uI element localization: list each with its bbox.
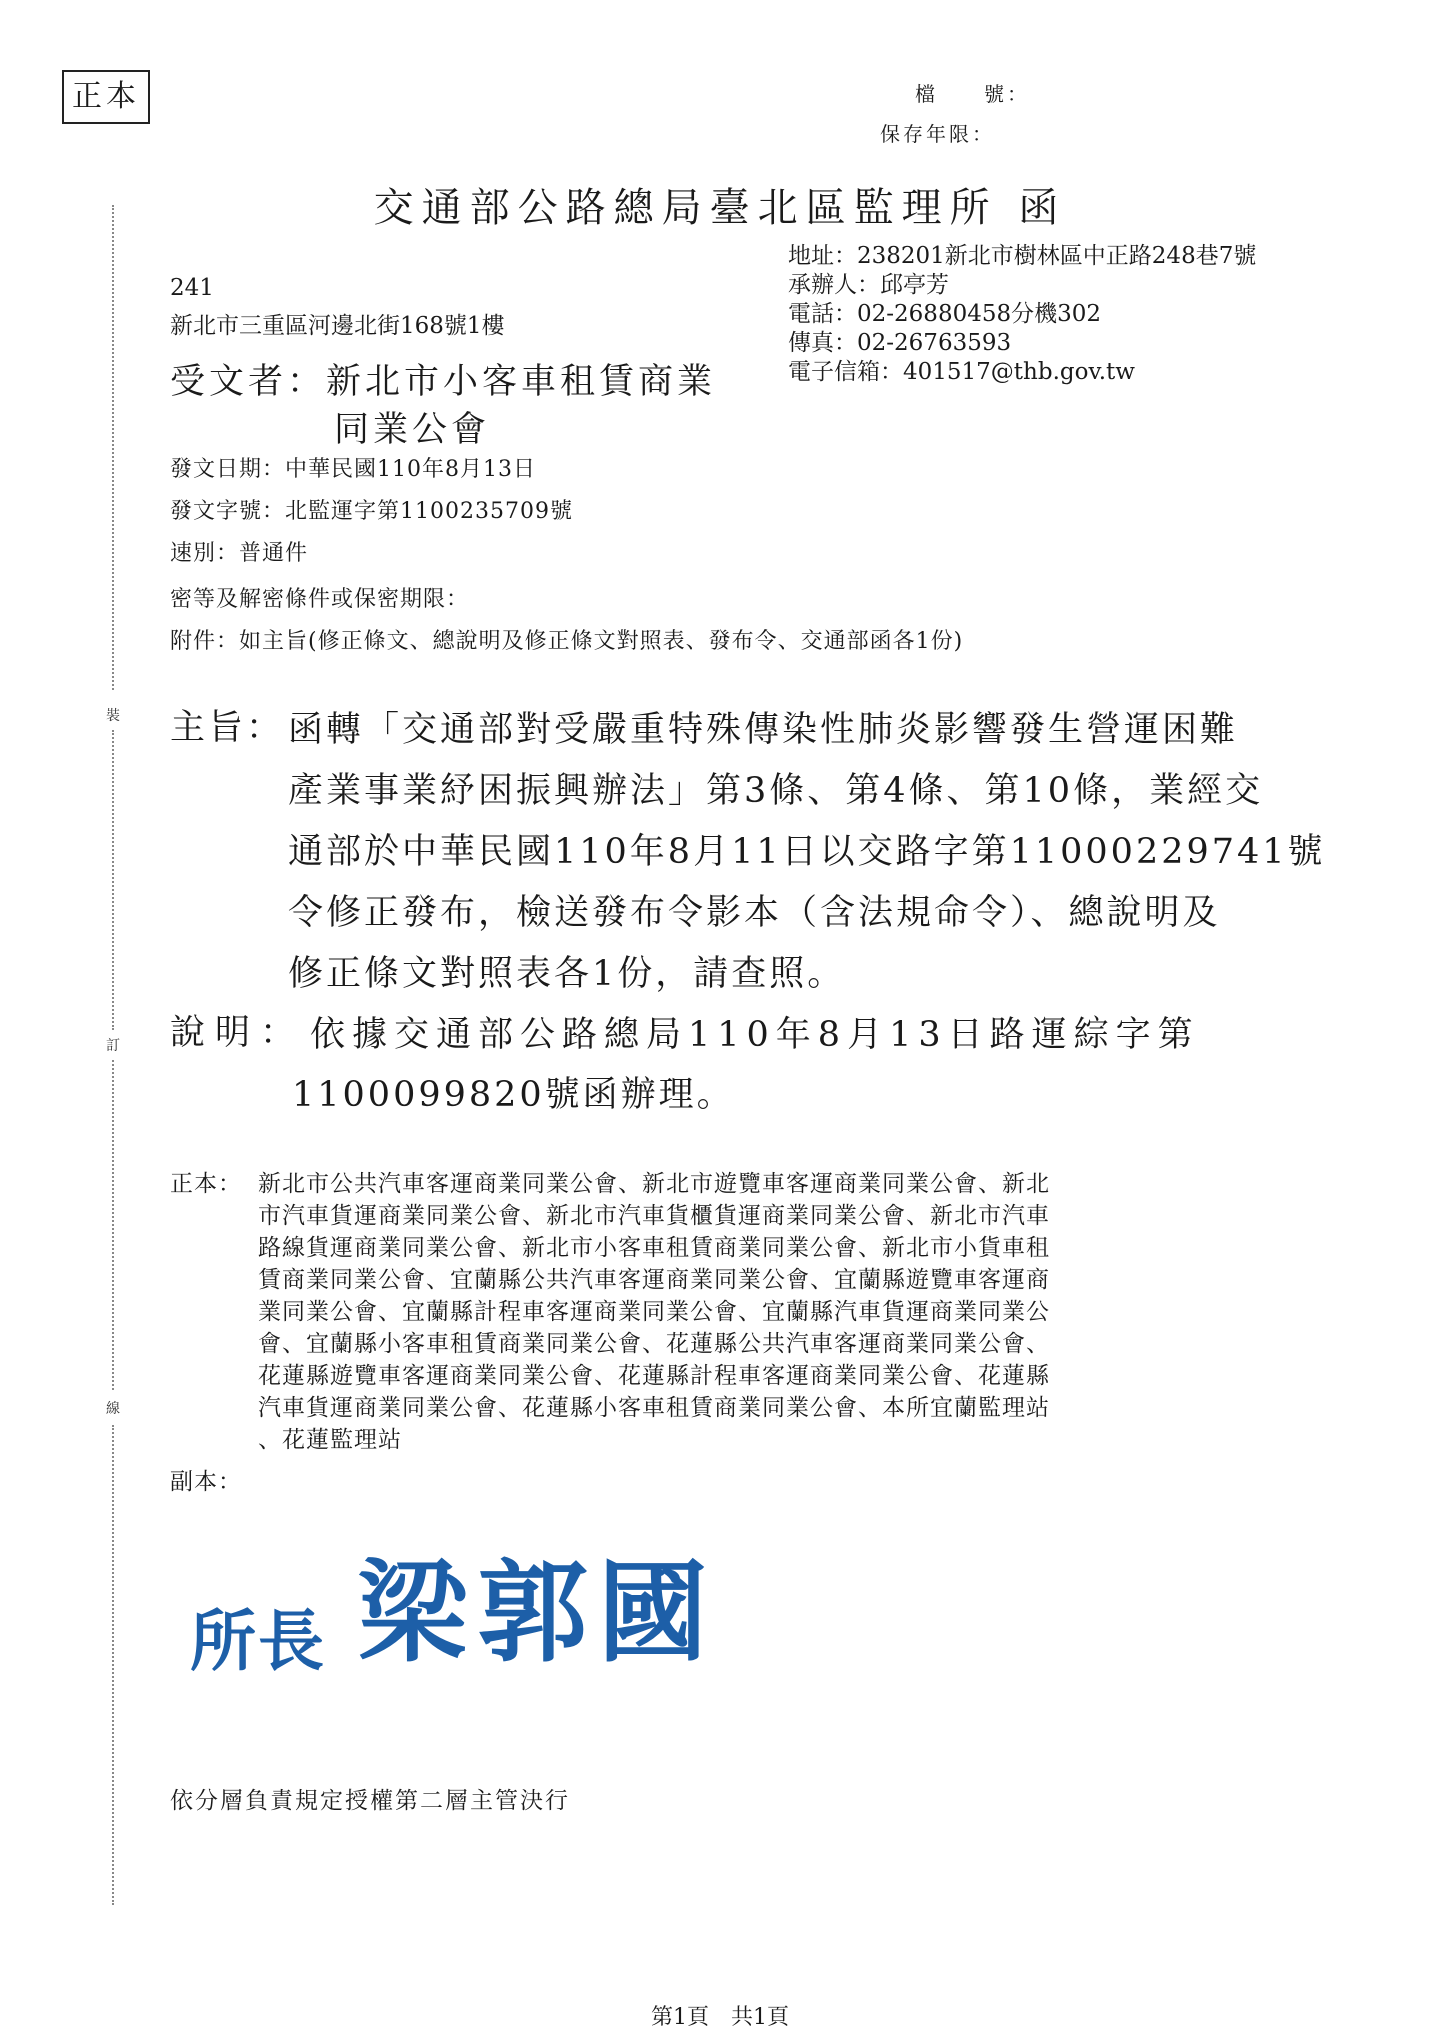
explanation-line: 依據交通部公路總局110年8月13日路運綜字第	[310, 1015, 1200, 1055]
authorization-note: 依分層負責規定授權第二層主管決行	[170, 1788, 570, 1814]
binding-dotted-line	[112, 1060, 114, 1390]
original-copies-line: 花蓮縣遊覽車客運商業同業公會、花蓮縣計程車客運商業同業公會、花蓮縣	[258, 1363, 1050, 1389]
document-title: 交通部公路總局臺北區監理所 函	[373, 185, 1067, 231]
original-copies-line: 市汽車貨運商業同業公會、新北市汽車貨櫃貨運商業同業公會、新北市汽車	[258, 1203, 1050, 1229]
contact-block	[788, 242, 1256, 387]
original-copies-line: 、花蓮監理站	[258, 1427, 402, 1453]
copies-label: 副本：	[170, 1469, 242, 1495]
binding-mark-zhuang: 裝	[106, 708, 120, 724]
signature-title: 所長	[190, 1602, 326, 1680]
recipient-street-address: 新北市三重區河邊北街168號1樓	[170, 313, 505, 339]
binding-dotted-line	[112, 1425, 114, 1905]
explanation-line: 1100099820號函辦理。	[292, 1075, 735, 1115]
director-signature	[190, 1525, 718, 1683]
original-copies-line: 業同業公會、宜蘭縣計程車客運商業同業公會、宜蘭縣汽車貨運商業同業公	[258, 1299, 1050, 1325]
attachments: 附件：如主旨(修正條文、總說明及修正條文對照表、發布令、交通部函各1份)	[170, 629, 964, 654]
original-copy-stamp: 正本	[62, 70, 150, 124]
original-copies-label: 正本：	[170, 1171, 242, 1197]
binding-mark-ding: 訂	[106, 1038, 120, 1054]
contact-address: 地址：238201新北市樹林區中正路248巷7號	[788, 243, 1257, 269]
subject-label: 主旨：	[170, 708, 285, 748]
binding-dotted-line	[112, 205, 114, 690]
recipient-line-2: 同業公會	[334, 410, 491, 450]
subject-body	[288, 700, 1326, 1005]
contact-email: 電子信箱：401517@thb.gov.tw	[788, 359, 1135, 385]
retention-period-label: 保存年限：	[880, 122, 995, 146]
contact-handler: 承辦人：邱亭芳	[788, 272, 949, 298]
document-number: 發文字號：北監運字第1100235709號	[170, 499, 573, 524]
subject-line: 函轉「交通部對受嚴重特殊傳染性肺炎影響發生營運困難	[288, 710, 1239, 750]
secrecy-level: 密等及解密條件或保密期限：	[170, 587, 470, 612]
subject-line: 修正條文對照表各1份，請查照。	[288, 954, 846, 994]
binding-mark-xian: 線	[106, 1401, 120, 1417]
original-copies-line: 賃商業同業公會、宜蘭縣公共汽車客運商業同業公會、宜蘭縣遊覽車客運商	[258, 1267, 1050, 1293]
recipient-postal-code: 241	[170, 275, 214, 301]
recipient-line-1: 受文者：新北市小客車租賃商業	[170, 362, 717, 402]
subject-line: 令修正發布，檢送發布令影本（含法規命令）、總說明及	[288, 893, 1221, 933]
contact-phone: 電話：02-26880458分機302	[788, 301, 1102, 327]
speed-class: 速別：普通件	[170, 541, 309, 566]
original-copies-line: 汽車貨運商業同業公會、花蓮縣小客車租賃商業同業公會、本所宜蘭監理站	[258, 1395, 1050, 1421]
issue-date: 發文日期：中華民國110年8月13日	[170, 457, 536, 482]
page-number: 第1頁 共1頁	[651, 2005, 789, 2030]
file-number-label: 檔 號：	[915, 82, 1030, 106]
signature-name: 梁郭國	[357, 1548, 718, 1677]
explanation-label: 說明：	[170, 1013, 306, 1053]
subject-line: 產業事業紓困振興辦法」第3條、第4條、第10條，業經交	[288, 771, 1264, 811]
original-copies-line: 新北市公共汽車客運商業同業公會、新北市遊覽車客運商業同業公會、新北	[258, 1171, 1050, 1197]
contact-fax: 傳真：02-26763593	[788, 330, 1012, 356]
explanation-body	[292, 1005, 1200, 1125]
original-copies-line: 會、宜蘭縣小客車租賃商業同業公會、花蓮縣公共汽車客運商業同業公會、	[258, 1331, 1050, 1357]
original-copies-list	[258, 1168, 1050, 1456]
binding-dotted-line	[112, 730, 114, 1030]
original-copies-line: 路線貨運商業同業公會、新北市小客車租賃商業同業公會、新北市小貨車租	[258, 1235, 1050, 1261]
subject-line: 通部於中華民國110年8月11日以交路字第11000229741號	[288, 832, 1326, 872]
